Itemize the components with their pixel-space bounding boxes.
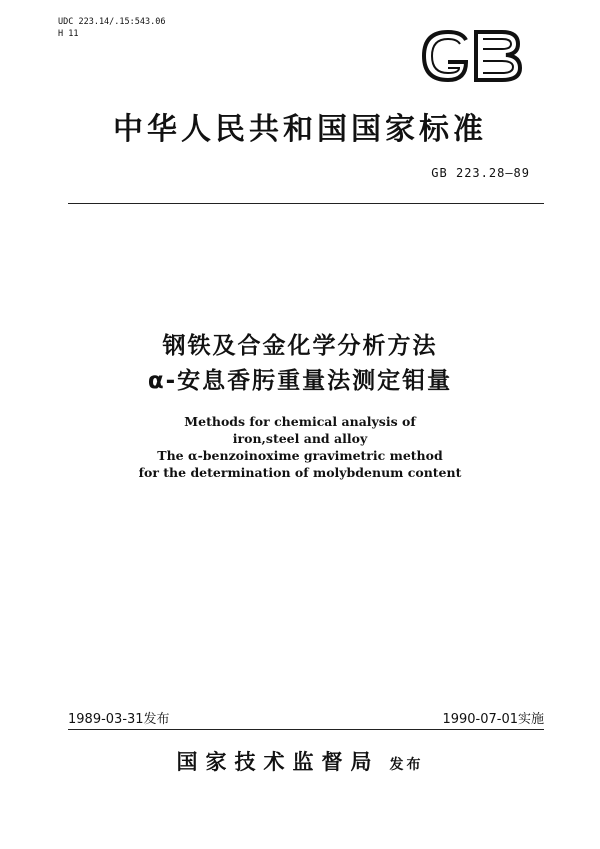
publisher-org: 国家技术监督局 [176, 749, 380, 774]
publisher-action: 发布 [389, 757, 424, 773]
national-standard-title: 中华人民共和国国家标准 [113, 112, 487, 147]
english-title-line-1: Methods for chemical analysis of [184, 414, 416, 429]
classification-codes [58, 16, 165, 40]
top-divider [68, 203, 544, 204]
standard-number: GB 223.28—89 [431, 166, 530, 180]
gb-logo-text: GB [472, 82, 474, 83]
english-title-line-3: The α-benzoinoxime gravimetric method [157, 448, 443, 463]
publisher [0, 746, 600, 776]
udc-code: UDC 223.14/.15:543.06 [58, 17, 166, 27]
gb-logo [418, 28, 526, 84]
chinese-title-line-2: α-安息香肟重量法测定钼量 [147, 368, 453, 394]
english-title-line-2: iron,steel and alloy [232, 431, 368, 446]
issue-date: 1989-03-31发布 [68, 712, 170, 727]
bottom-divider [68, 729, 544, 730]
class-code: H 11 [58, 29, 79, 39]
english-title-line-4: for the determination of molybdenum content [138, 465, 462, 480]
implementation-date: 1990-07-01实施 [442, 712, 544, 727]
dates-row [68, 708, 544, 726]
english-title [0, 413, 600, 481]
chinese-title-line-1: 钢铁及合金化学分析方法 [162, 333, 438, 359]
